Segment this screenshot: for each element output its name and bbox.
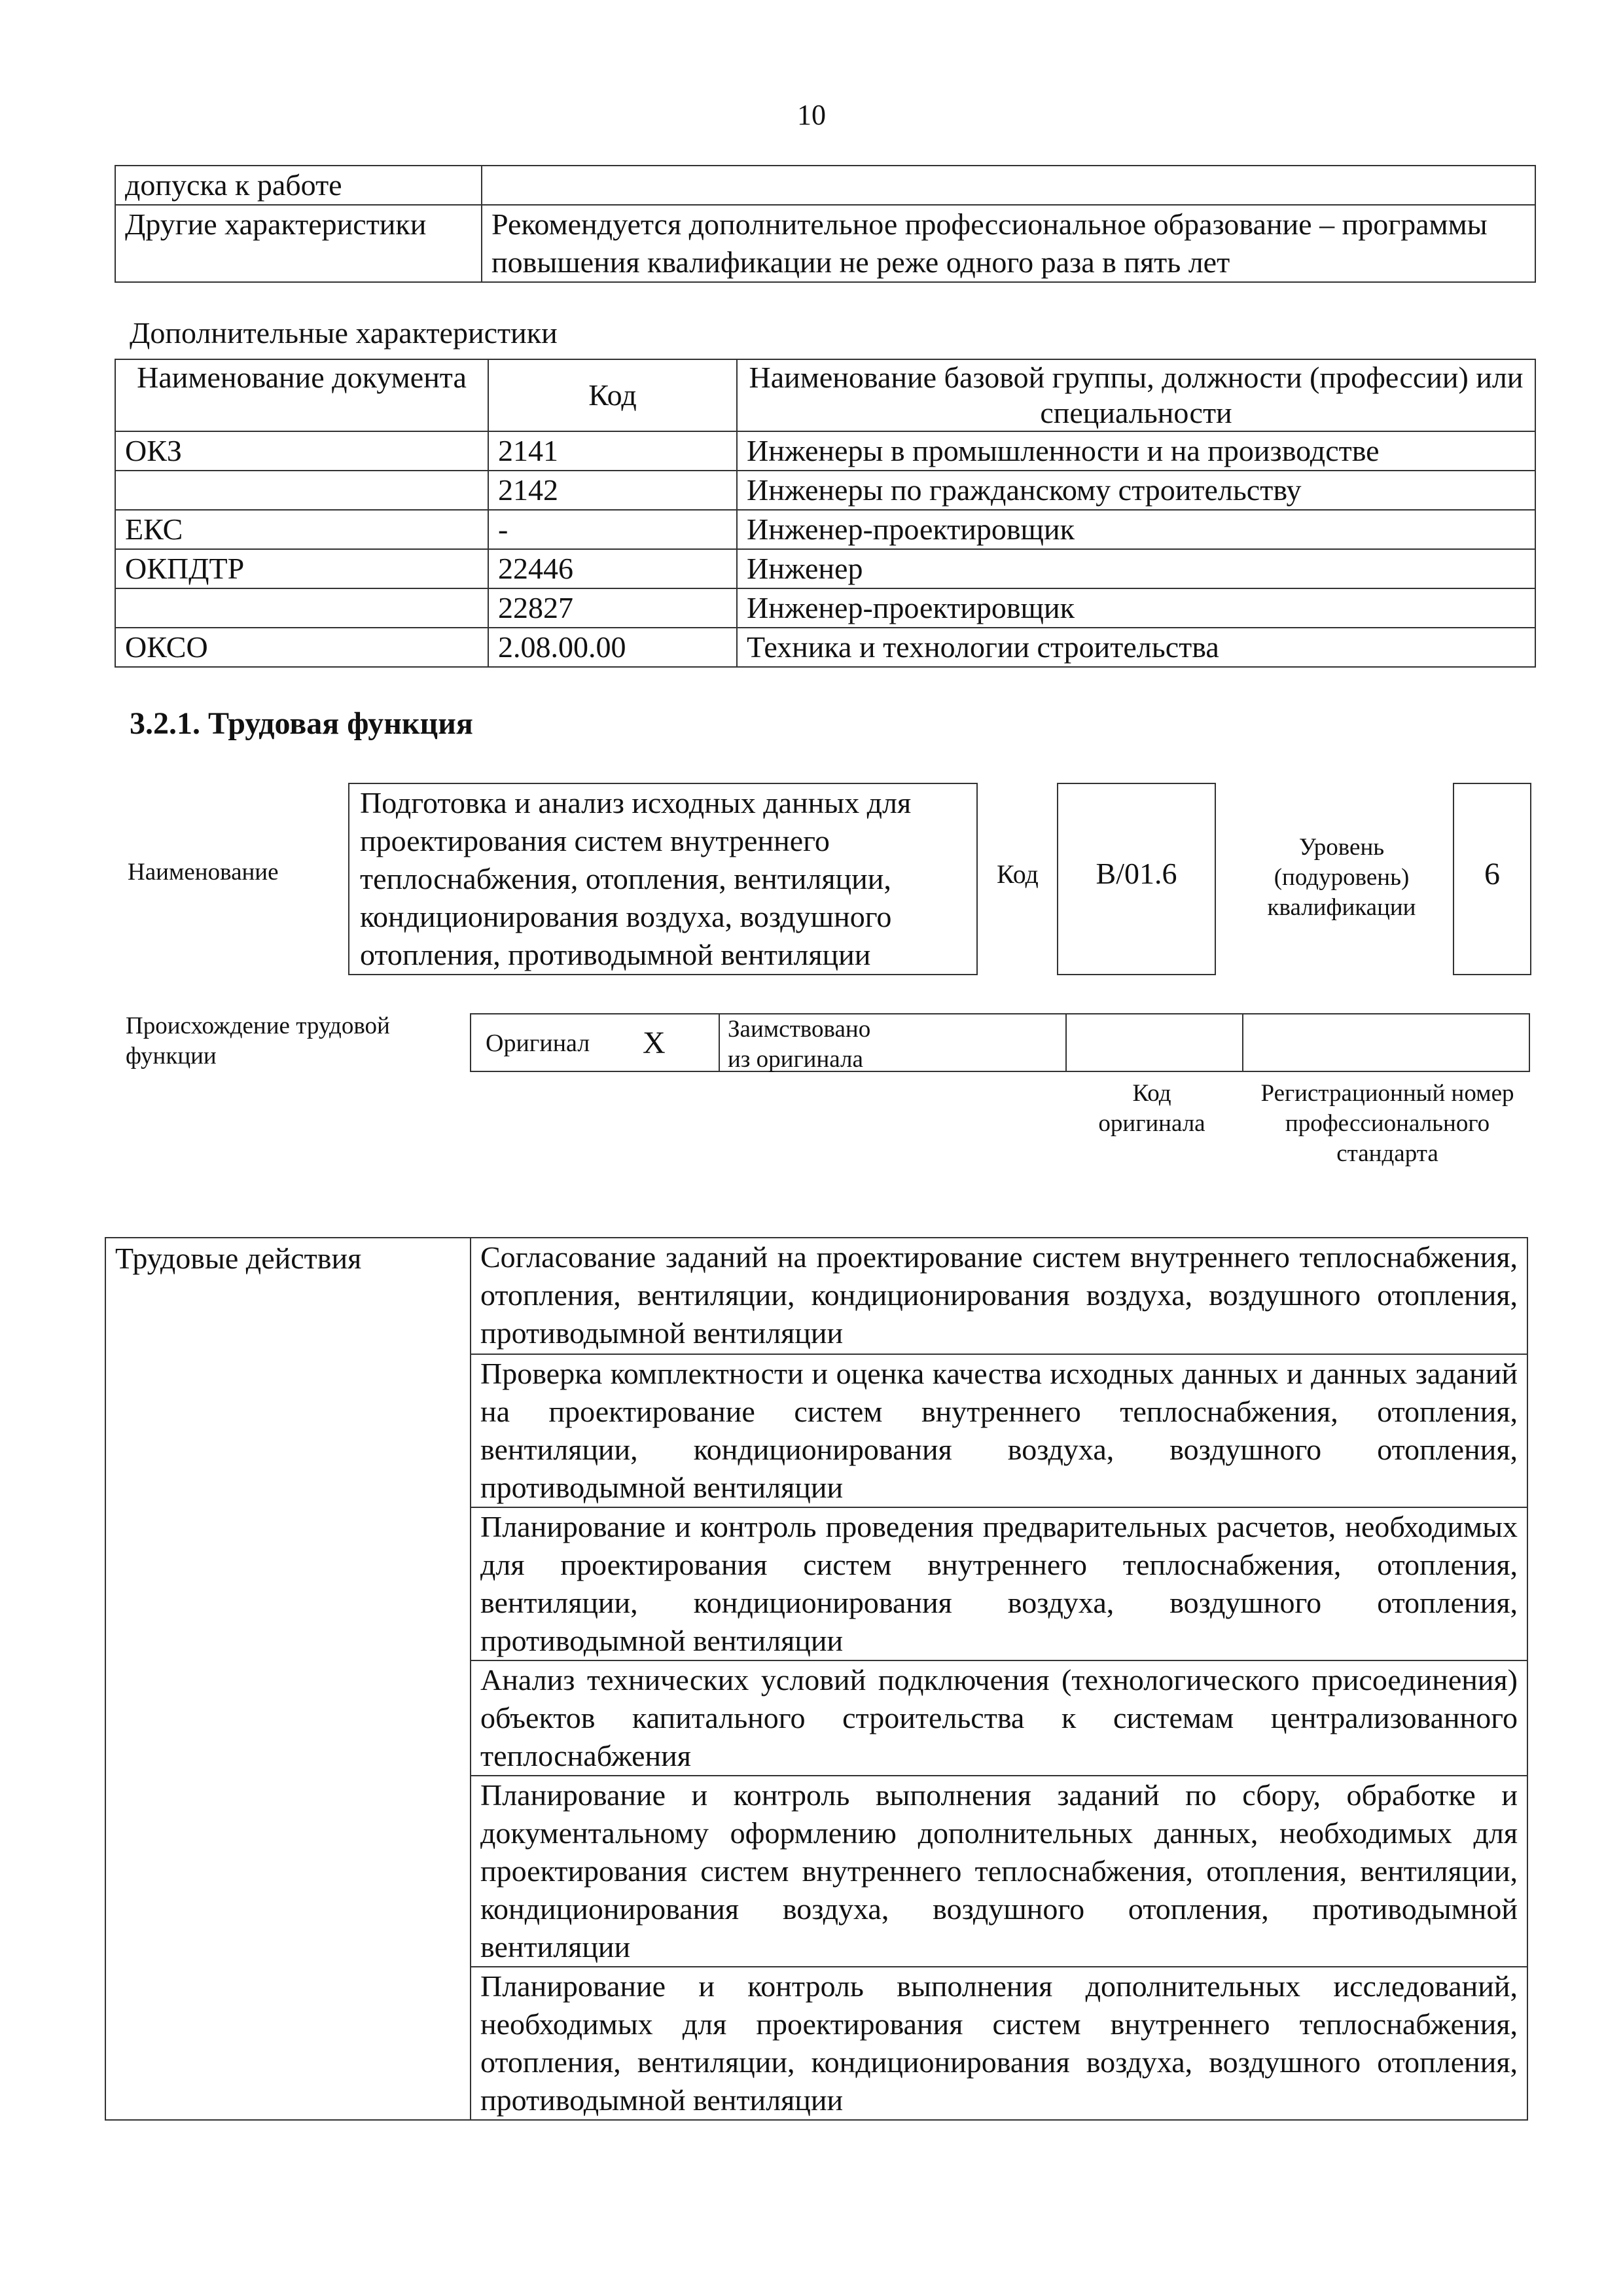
table-row [115,510,1535,549]
code-box [1057,783,1216,975]
original-mark: X [643,1026,666,1060]
level-box [1453,783,1531,975]
labor-actions-table [105,1237,1528,2121]
cell-doc: ОКПДТР [115,549,488,588]
action-item: Планирование и контроль проведения предварительных расчетов, необходимых для проектирования систем внутреннего теплоснабжения, отопления, вентиляции, кондиционирования воздуха, воздушного отопления, противодымной вентиляции [471,1507,1527,1660]
action-item: Согласование заданий на проектирование систем внутреннего теплоснабжения, отопления, вентиляции, кондиционирования воздуха, воздушного отопления, противодымной вентиляции [471,1238,1527,1354]
page-number: 10 [797,99,826,131]
row-label: допуска к работе [115,166,482,205]
table-row [115,166,1535,205]
table-row [115,431,1535,471]
table-row [105,1238,1527,1354]
code-value: B/01.6 [1096,857,1177,890]
original-label: Оригинал [486,1030,590,1057]
top-characteristics-table [115,165,1536,283]
cell-name: Инженер [737,549,1535,588]
additional-table [115,359,1536,668]
action-item: Планирование и контроль выполнения заданий по сбору, обработке и документальному оформлению дополнительных данных, необходимых для проектирования систем внутреннего теплоснабжения, отопления, вентиляции, кондиционирования воздуха, воздушного отопления, противодымной вентиляции [471,1776,1527,1967]
action-item: Анализ технических условий подключения (технологического присоединения) объектов капитального строительства к системам централизованного теплоснабжения [471,1660,1527,1776]
col-header-code: Код [488,359,737,431]
cell-name: Инженер-проектировщик [737,588,1535,628]
col-header-doc: Наименование документа [115,359,488,431]
table-row [115,588,1535,628]
row-value: Рекомендуется дополнительное профессиональное образование – программы повышения квалификации не реже одного раза в пять лет [482,205,1535,282]
cell-doc: ЕКС [115,510,488,549]
table-row [115,205,1535,282]
function-name-text: Подготовка и анализ исходных данных для проектирования систем внутреннего теплоснабжения, отопления, вентиляции, кондиционирования воздуха, воздушного отопления, противодымной вентиляции [360,786,912,971]
additional-title: Дополнительные характеристики [130,316,558,350]
cell-code: 22827 [488,588,737,628]
function-name-box [348,783,978,975]
code-label: Код [997,859,1039,889]
original-cell [471,1014,720,1071]
cell-name: Техника и технологии строительства [737,628,1535,667]
cell-doc [115,588,488,628]
code-original-cell [1065,1014,1243,1071]
action-item: Планирование и контроль выполнения дополнительных исследований, необходимых для проектирования систем внутреннего теплоснабжения, отопления, вентиляции, кондиционирования воздуха, воздушного отопления, противодымной вентиляции [471,1967,1527,2120]
row-label: Другие характеристики [115,205,482,282]
level-value: 6 [1484,857,1500,891]
row-value [482,166,1535,205]
borrowed-label: Заимствовано из оригинала [728,1016,871,1073]
code-original-caption: Код оригинала [1098,1080,1205,1137]
table-row [115,549,1535,588]
actions-label: Трудовые действия [105,1238,471,2120]
action-item: Проверка комплектности и оценка качества исходных данных и данных заданий на проектирование систем внутреннего теплоснабжения, отопления, вентиляции, кондиционирования воздуха, воздушного отопления, противодымной вентиляции [471,1354,1527,1507]
origin-table [470,1013,1530,1072]
cell-doc [115,471,488,510]
table-header-row [115,359,1535,431]
origin-label: Происхождение трудовой функции [126,1013,390,1069]
cell-name: Инженеры по гражданскому строительству [737,471,1535,510]
cell-name: Инженер-проектировщик [737,510,1535,549]
reg-number-cell [1242,1014,1530,1071]
col-header-name: Наименование базовой группы, должности (профессии) или специальности [737,359,1535,431]
cell-code: 2.08.00.00 [488,628,737,667]
table-row [115,471,1535,510]
name-label: Наименование [128,859,279,886]
cell-code: 22446 [488,549,737,588]
cell-doc: ОКСО [115,628,488,667]
reg-number-caption: Регистрационный номер профессионального стандарта [1260,1080,1514,1167]
level-label: Уровень (подуровень) квалификации [1267,834,1416,921]
cell-doc: ОКЗ [115,431,488,471]
cell-code: - [488,510,737,549]
cell-code: 2141 [488,431,737,471]
cell-code: 2142 [488,471,737,510]
table-row [115,628,1535,667]
section-heading: 3.2.1. Трудовая функция [130,706,473,741]
cell-name: Инженеры в промышленности и на производстве [737,431,1535,471]
